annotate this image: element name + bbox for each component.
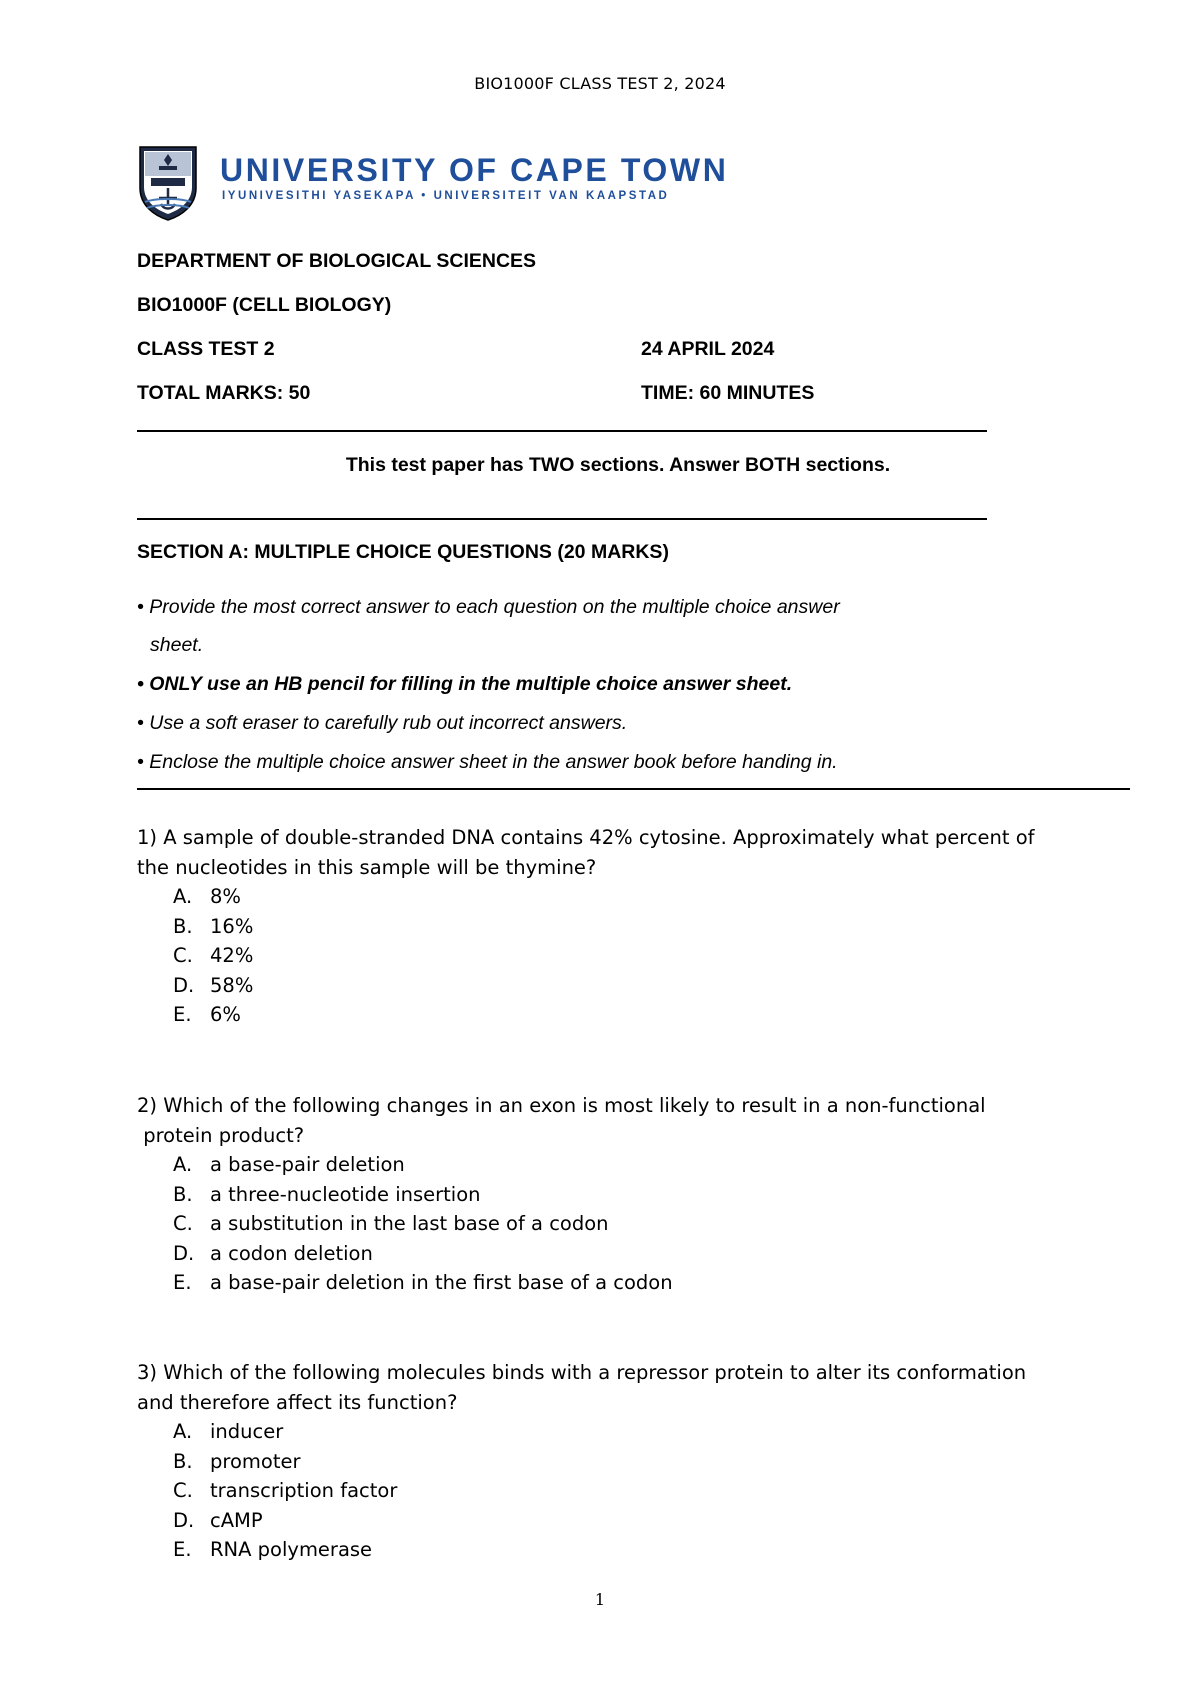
option-item [173,1535,1097,1565]
question-text: 2) Which of the following changes in an exon is most likely to result in a non-functional [137,1094,986,1117]
option-text: 8% [210,885,241,908]
option-letter: B. [173,1449,193,1473]
option-item [173,1180,1097,1210]
question-text: 1) A sample of double-stranded DNA contains 42% cytosine. Approximately what percent of [137,826,1035,849]
option-item [173,1000,1097,1030]
option-item [173,1239,1097,1269]
question-text: 3) Which of the following molecules binds with a repressor protein to alter its conformation [137,1361,1027,1384]
question-text: and therefore affect its function? [137,1390,458,1414]
option-text: 6% [210,1003,241,1026]
option-text: promoter [210,1449,301,1473]
option-text: 58% [210,973,254,997]
option-letter: C. [173,944,193,967]
option-letter: C. [173,1212,193,1235]
option-item [173,1209,1097,1239]
option-item [173,1506,1097,1536]
option-text: a three-nucleotide insertion [210,1182,481,1206]
university-subtitle: IYUNIVESITHI YASEKAPA • UNIVERSITEIT VAN KAAPSTAD [222,190,670,202]
option-item [173,941,1097,971]
option-item [173,1150,1097,1180]
uct-crest-icon [137,144,199,222]
option-item [173,971,1097,1001]
time-allowed: TIME: 60 MINUTES [641,382,815,404]
instruction-item: • Provide the most correct answer to each question on the multiple choice answer [137,596,840,618]
instruction-item: • ONLY use an HB pencil for filling in the multiple choice answer sheet. [137,673,793,695]
test-date: 24 APRIL 2024 [641,338,775,360]
section-a-title: SECTION A: MULTIPLE CHOICE QUESTIONS (20 MARKS) [137,541,669,563]
option-list [137,882,1097,1030]
divider [137,788,1130,790]
option-letter: A. [173,1420,193,1443]
option-item [173,1268,1097,1298]
question-2 [137,1091,1097,1298]
divider [137,430,987,432]
option-letter: D. [173,1241,195,1265]
total-marks: TOTAL MARKS: 50 [137,382,311,404]
test-name: CLASS TEST 2 [137,338,275,360]
option-item [173,882,1097,912]
running-header: BIO1000F CLASS TEST 2, 2024 [474,74,726,93]
option-list [137,1417,1097,1565]
option-letter: A. [173,1153,193,1176]
option-letter: D. [173,973,195,997]
page-number: 1 [594,1590,606,1609]
option-letter: D. [173,1508,195,1532]
option-letter: B. [173,914,193,938]
option-letter: B. [173,1182,193,1206]
option-text: inducer [210,1420,284,1443]
course-name: BIO1000F (CELL BIOLOGY) [137,294,392,316]
university-name: UNIVERSITY OF CAPE TOWN [220,152,729,188]
option-letter: E. [173,1003,192,1026]
option-text: a codon deletion [210,1241,373,1265]
option-item [173,1447,1097,1477]
option-item [173,1476,1097,1506]
option-text: a base-pair deletion in the first base of a codon [210,1271,673,1294]
option-letter: C. [173,1479,193,1502]
option-text: 16% [210,914,254,938]
question-1 [137,823,1097,1030]
option-text: a base-pair deletion [210,1153,405,1176]
option-text: 42% [210,944,254,967]
option-text: a substitution in the last base of a codon [210,1212,609,1235]
option-item [173,1417,1097,1447]
instruction-item: sheet. [150,634,204,656]
option-list [137,1150,1097,1298]
instruction-item: • Enclose the multiple choice answer sheet in the answer book before handing in. [137,751,838,773]
sections-note: This test paper has TWO sections. Answer BOTH sections. [345,454,891,476]
divider [137,518,987,520]
option-text: transcription factor [210,1479,398,1502]
option-item [173,912,1097,942]
option-letter: E. [173,1538,192,1561]
question-text: protein product? [137,1123,305,1147]
option-letter: A. [173,885,193,908]
department-name: DEPARTMENT OF BIOLOGICAL SCIENCES [137,250,537,272]
option-letter: E. [173,1271,192,1294]
option-text: RNA polymerase [210,1538,373,1561]
question-text: the nucleotides in this sample will be thymine? [137,855,597,879]
option-text: cAMP [210,1508,263,1532]
question-3 [137,1358,1097,1565]
instruction-item: • Use a soft eraser to carefully rub out incorrect answers. [137,712,628,734]
